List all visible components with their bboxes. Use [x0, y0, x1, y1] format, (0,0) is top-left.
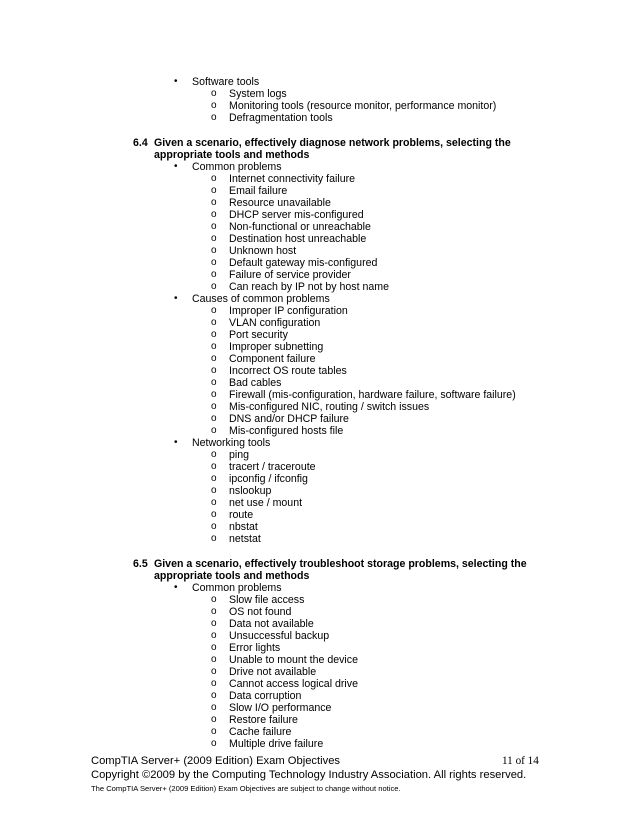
list-item: Non-functional or unreachable	[229, 221, 371, 233]
sub-bullet: o	[211, 642, 217, 653]
list-item: net use / mount	[229, 497, 303, 509]
sub-bullet: o	[211, 377, 217, 388]
group-heading: Common problems	[192, 161, 282, 173]
list-item: Unknown host	[229, 245, 297, 257]
sub-bullet: o	[211, 594, 217, 605]
bullet-dot: •	[174, 582, 178, 593]
sub-bullet: o	[211, 630, 217, 641]
sub-bullet: o	[211, 606, 217, 617]
sub-bullet: o	[211, 389, 217, 400]
sub-bullet: o	[211, 702, 217, 713]
sub-bullet: o	[211, 654, 217, 665]
sub-bullet: o	[211, 690, 217, 701]
sub-bullet: o	[211, 533, 217, 544]
list-item: nslookup	[229, 485, 272, 497]
footer-copyright: Copyright ©2009 by the Computing Technology Industry Association. All rights reserved.	[91, 769, 527, 781]
sub-bullet: o	[211, 618, 217, 629]
footer-notice: The CompTIA Server+ (2009 Edition) Exam Objectives are subject to change without notice.	[91, 784, 401, 793]
list-item: Error lights	[229, 642, 281, 654]
sub-bullet: o	[211, 449, 217, 460]
sub-bullet: o	[211, 197, 217, 208]
list-item: Mis-configured NIC, routing / switch issues	[229, 401, 430, 413]
list-item: Defragmentation tools	[229, 112, 333, 124]
sub-bullet: o	[211, 245, 217, 256]
list-item: tracert / traceroute	[229, 461, 316, 473]
sub-bullet: o	[211, 185, 217, 196]
list-item: Incorrect OS route tables	[229, 365, 347, 377]
list-item: System logs	[229, 88, 287, 100]
sub-bullet: o	[211, 497, 217, 508]
bullet-dot: •	[174, 161, 178, 172]
list-item: Firewall (mis-configuration, hardware failure, software failure)	[229, 389, 516, 401]
list-item: DHCP server mis-configured	[229, 209, 364, 221]
sub-bullet: o	[211, 473, 217, 484]
sub-bullet: o	[211, 329, 217, 340]
list-item: Port security	[229, 329, 288, 341]
group-heading: Causes of common problems	[192, 293, 330, 305]
sub-bullet: o	[211, 666, 217, 677]
list-item: Monitoring tools (resource monitor, performance monitor)	[229, 100, 497, 112]
sub-bullet: o	[211, 365, 217, 376]
list-item: ipconfig / ifconfig	[229, 473, 308, 485]
list-item: Failure of service provider	[229, 269, 351, 281]
bullet-dot: •	[174, 76, 178, 87]
list-item: Default gateway mis-configured	[229, 257, 378, 269]
list-item: Can reach by IP not by host name	[229, 281, 389, 293]
list-item: Cannot access logical drive	[229, 678, 358, 690]
section-number: 6.5	[133, 558, 148, 570]
list-item: Bad cables	[229, 377, 282, 389]
section-title: Given a scenario, effectively troubleshoot storage problems, selecting the	[154, 558, 527, 570]
list-item: Unable to mount the device	[229, 654, 358, 666]
list-item: route	[229, 509, 254, 521]
list-item: Resource unavailable	[229, 197, 331, 209]
list-item: OS not found	[229, 606, 292, 618]
list-item: Cache failure	[229, 726, 292, 738]
section-title-cont: appropriate tools and methods	[154, 149, 310, 161]
section-title: Given a scenario, effectively diagnose network problems, selecting the	[154, 137, 511, 149]
sub-bullet: o	[211, 509, 217, 520]
list-item: Mis-configured hosts file	[229, 425, 344, 437]
list-item: Component failure	[229, 353, 316, 365]
sub-bullet: o	[211, 461, 217, 472]
sub-bullet: o	[211, 425, 217, 436]
sub-bullet: o	[211, 112, 217, 123]
bullet-dot: •	[174, 293, 178, 304]
list-item: Drive not available	[229, 666, 317, 678]
section-number: 6.4	[133, 137, 148, 149]
sub-bullet: o	[211, 305, 217, 316]
list-item: nbstat	[229, 521, 258, 533]
list-item: Slow file access	[229, 594, 305, 606]
sub-bullet: o	[211, 341, 217, 352]
sub-bullet: o	[211, 173, 217, 184]
list-item: Data not available	[229, 618, 314, 630]
sub-bullet: o	[211, 738, 217, 749]
sub-bullet: o	[211, 521, 217, 532]
sub-bullet: o	[211, 100, 217, 111]
list-item: Data corruption	[229, 690, 302, 702]
sub-bullet: o	[211, 233, 217, 244]
sub-bullet: o	[211, 726, 217, 737]
sub-bullet: o	[211, 281, 217, 292]
list-item: Destination host unreachable	[229, 233, 367, 245]
list-item: Internet connectivity failure	[229, 173, 356, 185]
sub-bullet: o	[211, 88, 217, 99]
group-heading: Common problems	[192, 582, 282, 594]
sub-bullet: o	[211, 401, 217, 412]
list-item: netstat	[229, 533, 261, 545]
sub-bullet: o	[211, 257, 217, 268]
list-item: Email failure	[229, 185, 288, 197]
section-title-cont: appropriate tools and methods	[154, 570, 310, 582]
footer-page-number: 11 of 14	[502, 755, 539, 767]
bullet-dot: •	[174, 437, 178, 448]
list-item: Improper subnetting	[229, 341, 324, 353]
sub-bullet: o	[211, 269, 217, 280]
sub-bullet: o	[211, 413, 217, 424]
list-item: Slow I/O performance	[229, 702, 332, 714]
list-item: Multiple drive failure	[229, 738, 324, 750]
sub-bullet: o	[211, 714, 217, 725]
list-item: ping	[229, 449, 250, 461]
sub-bullet: o	[211, 209, 217, 220]
list-item: VLAN configuration	[229, 317, 321, 329]
sub-bullet: o	[211, 353, 217, 364]
sub-bullet: o	[211, 485, 217, 496]
list-item: Restore failure	[229, 714, 298, 726]
group-heading: Networking tools	[192, 437, 271, 449]
sub-bullet: o	[211, 317, 217, 328]
sub-bullet: o	[211, 221, 217, 232]
list-item: Unsuccessful backup	[229, 630, 330, 642]
sub-bullet: o	[211, 678, 217, 689]
group-heading: Software tools	[192, 76, 260, 88]
footer-doc-title: CompTIA Server+ (2009 Edition) Exam Objectives	[91, 755, 341, 767]
list-item: Improper IP configuration	[229, 305, 348, 317]
list-item: DNS and/or DHCP failure	[229, 413, 349, 425]
